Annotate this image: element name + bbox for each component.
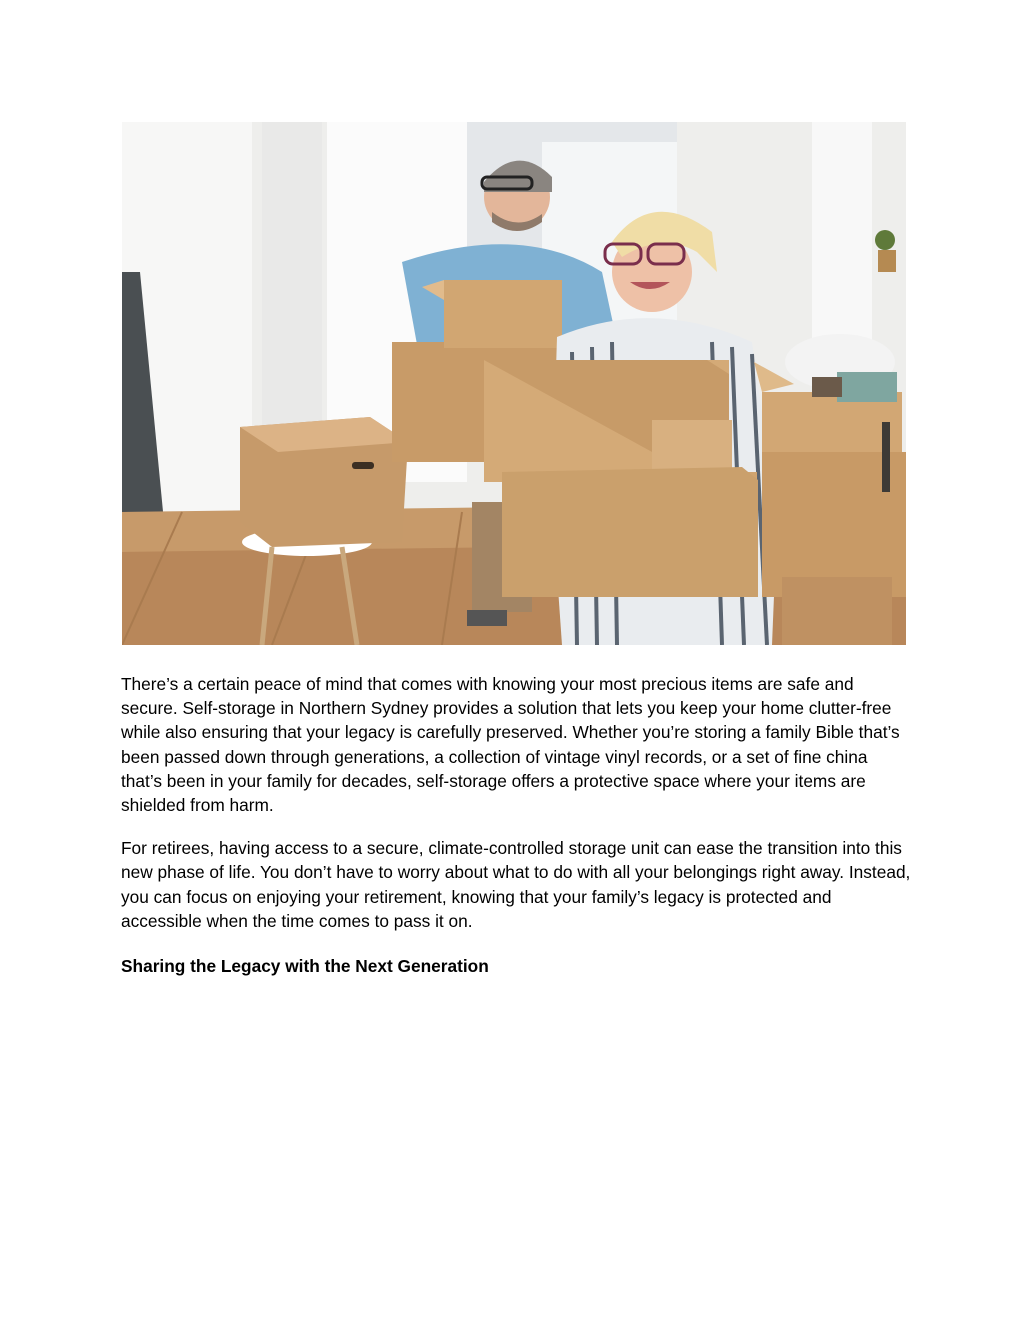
article-body: [121, 672, 911, 978]
section-heading: Sharing the Legacy with the Next Generation: [121, 956, 489, 977]
photo-illustration: [122, 122, 906, 645]
paragraph-retirees: For retirees, having access to a secure, climate-controlled storage unit can ease the transition into this new phase of life. You don’t have to worry about what to do with all your belongings right away. Instead, you can focus on enjoying your retirement, knowing that your family’s legacy is protected and accessible when the time comes to pass it on.: [121, 838, 911, 931]
paragraph-peace-of-mind: There’s a certain peace of mind that comes with knowing your most precious items are safe and secure. Self-storage in Northern Sydney provides a solution that lets you keep your home clutter-free while also ensuring that your legacy is carefully preserved. Whether you’re storing a family Bible that’s been passed down through generations, a collection of vintage vinyl records, or a set of fine china that’s been in your family for decades, self-storage offers a protective space where your items are shielded from harm.: [121, 674, 900, 816]
moving-couple-photo: [122, 122, 906, 645]
